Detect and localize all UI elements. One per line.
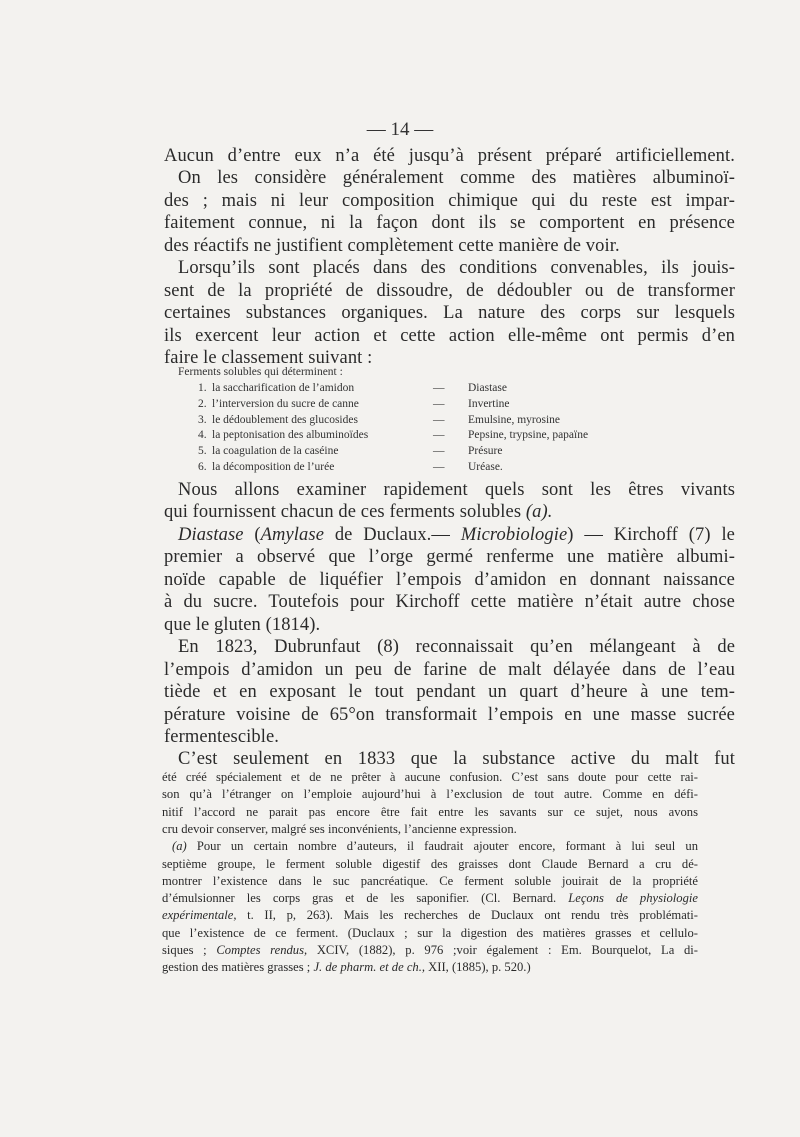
- text-segment: tiède et en exposant le tout pendant un quart d’heure à une tem-: [164, 682, 735, 703]
- process-cell: la saccharification de l’amidon: [212, 382, 355, 394]
- dash: —: [433, 397, 445, 410]
- text-line: [164, 614, 735, 636]
- text-segment: XCIV, (1882), p. 976 ;voir également : Em. Bourquelot, La di-: [307, 943, 698, 957]
- text-line: [162, 821, 698, 838]
- row-number: 6.: [198, 461, 207, 473]
- ferment-cell: Uréase.: [468, 461, 503, 473]
- text-segment: siques ;: [162, 943, 217, 957]
- row-number: 4.: [198, 429, 207, 442]
- text-segment: nitif l’accord ne parait pas encore être fait entre les savants sur ce sujet, nous avons: [162, 804, 698, 819]
- text-line: [162, 786, 698, 803]
- text-line: [178, 748, 735, 770]
- text-line: [164, 235, 735, 257]
- italic-text: Leçons de physiologie: [568, 891, 698, 906]
- text-line: [164, 501, 735, 523]
- text-line: [178, 167, 735, 189]
- ferment-cell: Diastase: [468, 382, 507, 394]
- text-line: [164, 681, 735, 703]
- text-segment: faire le classement suivant :: [164, 348, 373, 369]
- text-segment: qui fournissent chacun de ces ferments solubles: [164, 502, 526, 523]
- text-line: [164, 591, 735, 613]
- text-segment: noïde capable de liquéfier l’empois d’amidon en donnant naissance: [164, 569, 735, 590]
- text-segment: à du sucre. Toutefois pour Kirchoff cette matière n’était autre chose: [164, 592, 735, 613]
- row-number: 5.: [198, 445, 207, 458]
- text-line: [178, 479, 735, 501]
- ferment-cell: Invertine: [468, 397, 510, 410]
- text-segment: t. II, p, 263). Mais les recherches de Duclaux ont rendu très problémati-: [236, 908, 698, 923]
- text-segment: que le gluten (1814).: [164, 614, 321, 635]
- text-line: [164, 325, 735, 347]
- dash: —: [433, 461, 445, 473]
- text-segment: fermentescible.: [164, 726, 280, 747]
- text-line: [178, 257, 735, 279]
- text-segment: que l’existence de ce ferment. (Duclaux ; sur la digestion des matières grasses et cellulo-: [162, 925, 698, 940]
- text-segment: Lorsqu’ils sont placés dans des conditions convenables, ils jouis-: [178, 258, 735, 279]
- text-line: [162, 804, 698, 821]
- text-line: [178, 636, 735, 658]
- row-number: 3.: [198, 413, 207, 426]
- dash: —: [433, 413, 445, 426]
- process-cell: la peptonisation des albuminoïdes: [212, 429, 369, 442]
- row-number: 2.: [198, 397, 207, 410]
- row-number: 1.: [198, 382, 207, 394]
- text-line: [162, 769, 698, 786]
- process-cell: la décomposition de l’urée: [212, 461, 335, 473]
- text-segment: de Duclaux.—: [324, 524, 461, 545]
- text-line: [178, 524, 735, 546]
- text-line: [164, 546, 735, 568]
- text-segment: Nous allons examiner rapidement quels sont les êtres vivants: [178, 480, 735, 500]
- ferment-cell: Emulsine, myrosine: [468, 413, 560, 426]
- text-segment: des réactifs ne justifient complètement cette manière de voir.: [164, 235, 620, 256]
- italic-text: (a): [172, 839, 187, 854]
- italic-text: Comptes rendus,: [216, 943, 308, 957]
- text-segment: d’émulsionner les corps gras et de les saponifier. (Cl. Bernard.: [162, 891, 569, 906]
- text-line: [164, 212, 735, 234]
- process-cell: la coagulation de la caséine: [212, 445, 339, 458]
- text-segment: Aucun d’entre eux n’a été jusqu’à présent préparé artificiellement.: [164, 146, 735, 166]
- page-number: — 14 —: [366, 119, 434, 140]
- text-segment: été créé spécialement et de ne prêter à aucune confusion. C’est sans doute pour cette rai-: [162, 770, 698, 784]
- italic-text: Amylase: [260, 524, 325, 545]
- text-line: [162, 890, 698, 907]
- text-segment: des ; mais ni leur composition chimique qui du reste est impar-: [164, 190, 735, 211]
- text-line: [162, 907, 698, 924]
- text-line: [162, 942, 698, 959]
- process-cell: le dédoublement des glucosides: [212, 413, 358, 426]
- text-segment: ils exercent leur action et cette action elle-même ont permis d’en: [164, 325, 735, 346]
- text-segment: gestion des matières grasses ;: [162, 960, 314, 975]
- text-line: [164, 726, 735, 748]
- text-line: [164, 659, 735, 681]
- text-line: [162, 925, 698, 942]
- text-line: [162, 856, 698, 873]
- dash: —: [433, 429, 445, 442]
- table-heading: Ferments solubles qui déterminent :: [178, 366, 343, 378]
- text-line: [162, 873, 698, 890]
- text-segment: ) — Kirchoff (7) le: [567, 524, 735, 545]
- ferment-cell: Présure: [468, 445, 503, 458]
- text-segment: C’est seulement en 1833 que la substance active du malt fut: [178, 749, 735, 770]
- italic-text: Diastase: [178, 524, 244, 545]
- ferment-cell: Pepsine, trypsine, papaïne: [468, 429, 589, 442]
- text-segment: sent de la propriété de dissoudre, de dédoubler ou de transformer: [164, 280, 735, 301]
- text-segment: (: [243, 524, 261, 545]
- text-segment: On les considère généralement comme des matières albuminoï-: [178, 168, 735, 189]
- italic-text: expérimentale,: [162, 908, 237, 923]
- text-line: [162, 959, 698, 976]
- text-segment: XII, (1885), p. 520.): [425, 960, 531, 975]
- text-segment: l’empois d’amidon un peu de farine de malt délayée dans de l’eau: [164, 659, 735, 680]
- dash: —: [433, 445, 445, 458]
- text-line: [164, 704, 735, 726]
- text-segment: certaines substances organiques. La nature des corps sur lesquels: [164, 303, 735, 324]
- italic-text: Microbiologie: [460, 524, 568, 545]
- text-segment: Pour un certain nombre d’auteurs, il faudrait ajouter encore, formant à lui seul un: [186, 839, 698, 854]
- text-segment: faitement connue, ni la façon dont ils se comportent en présence: [164, 213, 735, 234]
- text-segment: En 1823, Dubrunfaut (8) reconnaissait qu’en mélangeant à de: [178, 637, 735, 658]
- text-line: [164, 190, 735, 212]
- process-cell: l’interversion du sucre de canne: [212, 397, 359, 410]
- italic-text: J. de pharm. et de ch.,: [313, 960, 426, 975]
- italic-text: (a).: [525, 502, 553, 523]
- text-segment: son qu’à l’étranger on l’emploie aujourd’hui à l’exclusion de tout autre. Comme en défi-: [162, 787, 698, 802]
- text-segment: cru devoir conserver, malgré ses inconvénients, l’ancienne expression.: [162, 821, 517, 836]
- text-segment: premier a observé que l’orge germé renferme une matière albumi-: [164, 547, 735, 568]
- text-segment: pérature voisine de 65°on transformait l’empois en une masse sucrée: [164, 704, 735, 725]
- text-line: [172, 838, 698, 855]
- text-segment: montrer l’existence dans le suc pancréatique. Ce ferment soluble jouirait de la propriété: [162, 873, 698, 888]
- text-line: [164, 280, 735, 302]
- text-line: [164, 569, 735, 591]
- text-segment: septième groupe, le ferment soluble digestif des graisses dont Claude Bernard a cru dé-: [162, 856, 698, 871]
- dash: —: [433, 382, 445, 394]
- text-line: [164, 145, 735, 167]
- text-line: [164, 302, 735, 324]
